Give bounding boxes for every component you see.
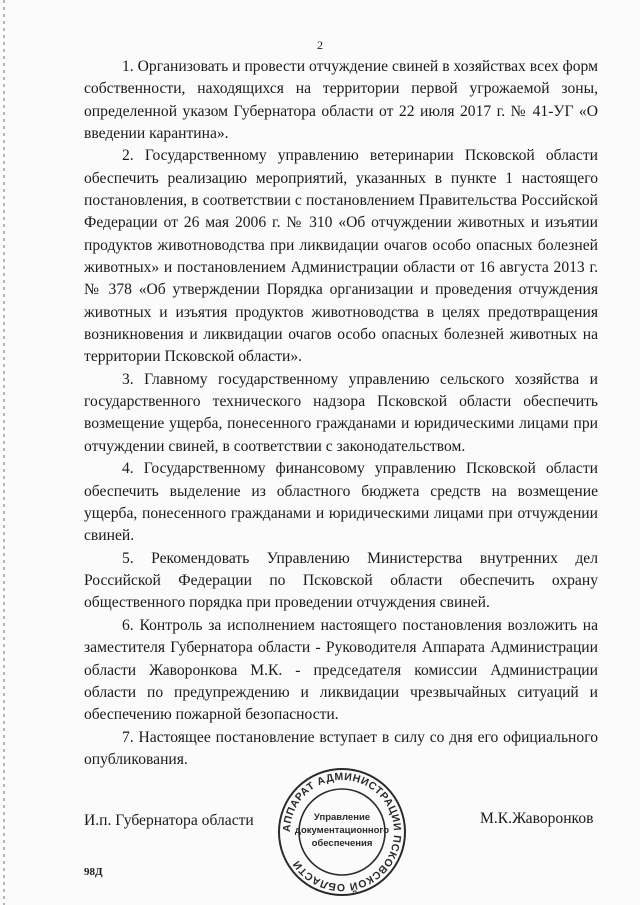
paragraph-7: 7. Настоящее постановление вступает в силу со дня его официального опубликования. bbox=[84, 728, 598, 768]
paragraph-3: 3. Главному государственному управлению сельского хозяйства и государственного технического надзора Псковской области обеспечить возмещение ущерба, понесенного гражданами и юридическими лицами при отчуждении свиней, в соответствии с законодательством. bbox=[84, 370, 598, 455]
paragraph-2: 2. Государственному управлению ветеринарии Псковской области обеспечить реализацию мероприятий, указанных в пункте 1 настоящего постановления, в соответствии с постановлением Правительства Российской Федерации от 26 мая 2006 г. № 310 «Об отчуждении животных и изъятии продуктов животноводства при ликвидации очагов особо опасных болезней животных» и постановлением Администрации области от 16 августа 2013 г. № 378 «Об утверждении Порядка организации и проведения отчуждения животных и изъятия продуктов животноводства в целях предотвращения возникновения и ликвидации очагов особо опасных болезней животных на территории Псковской области». bbox=[84, 147, 598, 366]
stamp-ring-text: АППАРАТ АДМИНИСТРАЦИИ ПСКОВСКОЙ ОБЛАСТИ bbox=[280, 770, 404, 894]
paragraph-4: 4. Государственному финансовому управлению Псковской области обеспечить выделение из областного бюджета средств на возмещение ущерба, понесенного гражданами и юридическими лицами при отчуждении свиней. bbox=[84, 460, 598, 545]
paragraph-6: 6. Контроль за исполнением настоящего постановления возложить на заместителя Губернатора области - Руководителя Аппарата Администрации области Жаворонкова М.К. - председателя комиссии Администрации области по предупреждению и ликвидации чрезвычайных ситуаций и обеспечению пожарной безопасности. bbox=[84, 616, 598, 724]
scan-edge-line bbox=[3, 0, 5, 905]
page-number: 2 bbox=[317, 38, 323, 52]
stamp-line-2: документационного bbox=[294, 825, 390, 836]
document-body bbox=[84, 56, 598, 772]
stamp-line-1: Управление bbox=[313, 812, 371, 823]
stamp-line-3: обеспечения bbox=[311, 838, 373, 849]
signatory-position: И.п. Губернатора области bbox=[84, 812, 254, 829]
paragraph-5: 5. Рекомендовать Управлению Министерства внутренних дел Российской Федерации по Псковской области обеспечить охрану общественного порядка при проведении отчуждения свиней. bbox=[84, 549, 598, 612]
paragraph-1: 1. Организовать и провести отчуждение свиней в хозяйствах всех форм собственности, находящихся на территории первой угрожаемой зоны, определенной указом Губернатора области от 22 июля 2017 г. № 41-УГ «О введении карантина». bbox=[84, 58, 598, 142]
signatory-name: М.К.Жаворонков bbox=[480, 810, 594, 827]
official-stamp bbox=[272, 766, 412, 898]
document-code: 98Д bbox=[84, 866, 103, 878]
